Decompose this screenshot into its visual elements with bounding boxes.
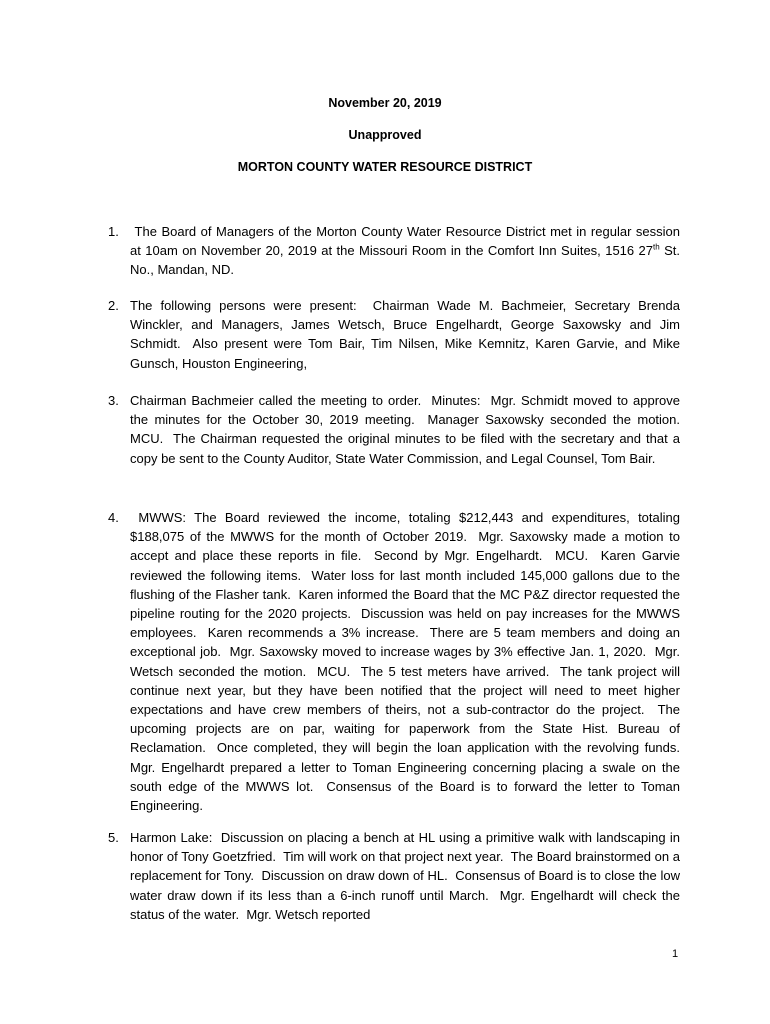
organization-title: MORTON COUNTY WATER RESOURCE DISTRICT <box>237 160 533 174</box>
item-paragraph: The following persons were present: Chairman Wade M. Bachmeier, Secretary Brenda Winckler, and Managers, James Wetsch, Bruce Engelhardt, George Saxowsky and Jim Schmidt. Also present were Tom Bair, Tim Nilsen, Mike Kemnitz, Karen Garvie, and Mike Gunsch, Houston Engineering, <box>130 298 684 371</box>
page-number: 1 <box>672 948 679 960</box>
item-text-part: The Board of Managers of the Morton County Water Resource District met in regular session at 10am on November 20, 2019 at the Missouri Room in the Comfort Inn Suites, 1516 27 <box>130 224 684 259</box>
item-number: 1. <box>108 224 119 239</box>
ordinal-suffix: th <box>653 242 660 252</box>
item-paragraph: MWWS: The Board reviewed the income, totaling $212,443 and expenditures, totaling $188,075 of the MWWS for the month of October 2019. Mgr. Saxowsky made a motion to accept and place these reports in file. Second by Mgr. Engelhardt. MCU. Karen Garvie reviewed the following items. Water loss for last month included 145,000 gallons due to the flushing of the Flasher tank. Karen informed the Board that the MC P&Z director requested the pipeline routing for the 2020 projects. Discussion was held on pay increases for the MWWS employees. Karen recommends a 3% increase. There are 5 team members and doing an exceptional job. Mgr. Saxowsky moved to increase wages by 3% effective Jan. 1, 2020. Mgr. Wetsch seconded the motion. MCU. The 5 test meters have arrived. The tank project will continue next year, but they have been notified that the project will need to meet higher expectations and have crew members of theirs, not a sub-contractor do the project. The upcoming projects are on par, waiting for paperwork from the State Hist. Bureau of Reclamation. Once completed, they will begin the loan application with the revolving funds. Mgr. Engelhardt prepared a letter to Toman Engineering concerning placing a swale on the south edge of the MWWS lot. Consensus of the Board is to forward the letter to Toman Engineering. <box>130 510 688 814</box>
item-paragraph: Harmon Lake: Discussion on placing a bench at HL using a primitive walk with landscaping in honor of Tony Goetzfried. Tim will work on that project next year. The Board brainstormed on a replacement for Tony. Discussion on draw down of HL. Consensus of Board is to close the low water draw down if its less than a 6-inch runoff until March. Mgr. Engelhardt will check the status of the water. Mgr. Wetsch reported <box>130 830 684 922</box>
item-paragraph: Chairman Bachmeier called the meeting to order. Minutes: Mgr. Schmidt moved to approve the minutes for the October 30, 2019 meeting. Manager Saxowsky seconded the motion. MCU. The Chairman requested the original minutes to be filed with the secretary and that a copy be sent to the County Auditor, State Water Commission, and Legal Counsel, Tom Bair. <box>130 393 688 466</box>
item-number: 2. <box>108 298 119 313</box>
item-number: 5. <box>108 830 119 845</box>
item-number: 3. <box>108 393 119 408</box>
meeting-date: November 20, 2019 <box>328 96 442 110</box>
item-number: 4. <box>108 510 119 525</box>
item-text-part: St. No., Mandan, ND. <box>130 243 684 278</box>
item-paragraph <box>130 222 684 280</box>
approval-status: Unapproved <box>348 128 422 142</box>
